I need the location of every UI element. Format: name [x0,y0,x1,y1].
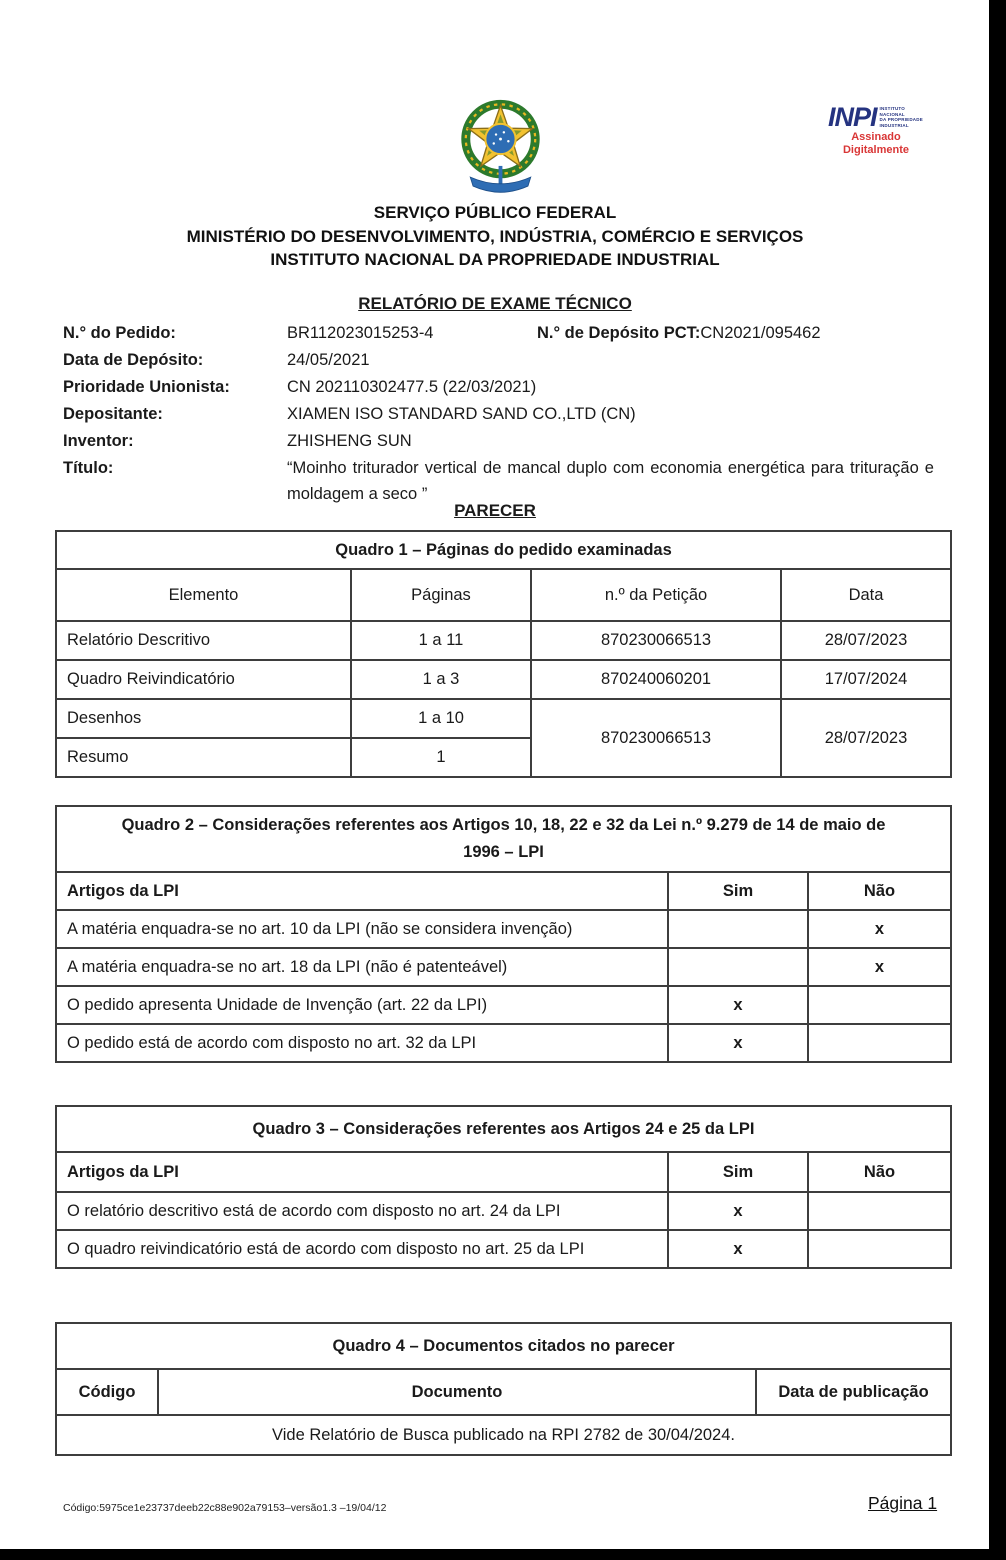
inpi-name-line: DA PROPRIEDADE [879,117,923,122]
inventor-label: Inventor: [63,432,134,450]
cell-elemento: Desenhos [56,699,351,738]
column-header-artigos: Artigos da LPI [56,872,668,910]
quadro1-title: Quadro 1 – Páginas do pedido examinadas [56,531,951,569]
quadro2 [55,805,952,1063]
quadro1-header-row [56,569,951,621]
quadro4-title: Quadro 4 – Documentos citados no parecer [56,1323,951,1369]
table-row [56,1230,951,1268]
column-header-sim: Sim [668,1152,808,1192]
cell-sim: x [668,1024,808,1062]
cell-data-merged: 28/07/2023 [781,699,951,777]
inpi-logo-name [880,106,923,128]
quadro3-header-row [56,1152,951,1192]
field-row-prioridade [63,374,943,401]
stamp-line: Digitalmente [842,144,909,156]
quadro1-table [55,530,952,778]
cell-artigo: A matéria enquadra-se no art. 10 da LPI (não se considera invenção) [56,910,668,948]
column-header-publicacao: Data de publicação [756,1369,951,1415]
cell-peticao: 870240060201 [531,660,781,699]
column-header-sim: Sim [668,872,808,910]
org-line-instituto: INSTITUTO NACIONAL DA PROPRIEDADE INDUSTRIAL [270,250,720,269]
table-row [56,1024,951,1062]
quadro1 [55,530,952,778]
quadro3-title: Quadro 3 – Considerações referentes aos Artigos 24 e 25 da LPI [56,1106,951,1152]
table-row [56,699,951,738]
table-row [56,621,951,660]
cell-nao [808,1192,951,1230]
cell-sim [668,948,808,986]
inpi-name-line: INSTITUTO [879,106,905,111]
table-row [56,948,951,986]
field-row-depositante [63,401,943,428]
cell-nao: x [808,910,951,948]
field-row-deposito [63,347,943,374]
cell-paginas: 1 a 11 [351,621,531,660]
cell-paginas: 1 a 3 [351,660,531,699]
quadro4-header-row [56,1369,951,1415]
pedido-label: N.° do Pedido: [63,324,176,342]
column-header-documento: Documento [158,1369,756,1415]
cell-data: 28/07/2023 [781,621,951,660]
brazil-coat-of-arms [433,92,568,204]
cell-peticao: 870230066513 [531,621,781,660]
column-header-nao: Não [808,1152,951,1192]
inpi-logo [828,104,958,157]
org-line-servico: SERVIÇO PÚBLICO FEDERAL [373,203,617,222]
cell-artigo: A matéria enquadra-se no art. 18 da LPI (não é patenteável) [56,948,668,986]
quadro2-title: Quadro 2 – Considerações referentes aos Artigos 10, 18, 22 e 32 da Lei n.º 9.279 de 14 de maio de 1996 – LPI [56,806,951,872]
cell-nao [808,986,951,1024]
cell-artigo: O pedido apresenta Unidade de Invenção (art. 22 da LPI) [56,986,668,1024]
scan-border-right [989,0,1006,1560]
prioridade-label: Prioridade Unionista: [63,378,230,396]
inpi-name-line: INDUSTRIAL [879,122,909,128]
report-title: RELATÓRIO DE EXAME TÉCNICO [358,294,632,313]
field-row-inventor [63,428,943,455]
stamp-line: Assinado [851,131,901,143]
deposito-label: Data de Depósito: [63,351,204,369]
brazil-coat-of-arms-icon [433,92,568,204]
cell-artigo: O relatório descritivo está de acordo com disposto no art. 24 da LPI [56,1192,668,1230]
field-row-titulo [63,455,943,507]
cell-sim [668,910,808,948]
digital-signature-stamp [828,131,924,157]
cell-elemento: Resumo [56,738,351,777]
bibliographic-fields [63,320,943,507]
inventor-value: ZHISHENG SUN [287,432,412,450]
cell-note: Vide Relatório de Busca publicado na RPI 2782 de 30/04/2024. [56,1415,951,1455]
parecer-heading: PARECER [454,501,536,520]
quadro2-header-row [56,872,951,910]
cell-paginas: 1 [351,738,531,777]
pedido-value: BR112023015253-4 [287,324,434,342]
quadro4-table [55,1322,952,1456]
column-header-data: Data [781,569,951,621]
cell-sim: x [668,1192,808,1230]
table-row [56,910,951,948]
prioridade-value: CN 202110302477.5 (22/03/2021) [287,378,537,396]
quadro3 [55,1105,952,1269]
cell-data: 17/07/2024 [781,660,951,699]
cell-artigo: O quadro reivindicatório está de acordo com disposto no art. 25 da LPI [56,1230,668,1268]
quadro4 [55,1322,952,1456]
column-header-nao: Não [808,872,951,910]
depositante-label: Depositante: [63,405,163,423]
field-row-pedido [63,320,943,347]
cell-paginas: 1 a 10 [351,699,531,738]
cell-peticao-merged: 870230066513 [531,699,781,777]
cell-sim: x [668,1230,808,1268]
quadro2-table [55,805,952,1063]
inpi-name-line: NACIONAL [879,111,905,117]
footer-page-number: Página 1 [868,1493,938,1513]
cell-sim: x [668,986,808,1024]
column-header-codigo: Código [56,1369,158,1415]
cell-nao: x [808,948,951,986]
org-line-ministerio: MINISTÉRIO DO DESENVOLVIMENTO, INDÚSTRIA, COMÉRCIO E SERVIÇOS [186,226,804,246]
column-header-artigos: Artigos da LPI [56,1152,668,1192]
cell-artigo: O pedido está de acordo com disposto no art. 32 da LPI [56,1024,668,1062]
column-header-elemento: Elemento [56,569,351,621]
cell-nao [808,1024,951,1062]
scan-border-bottom [0,1549,1006,1560]
titulo-label: Título: [63,459,114,477]
quadro3-table [55,1105,952,1269]
pct-value: CN2021/095462 [700,324,821,342]
org-header [0,201,990,272]
column-header-paginas: Páginas [351,569,531,621]
pct-label: N.° de Depósito PCT: [537,324,701,342]
table-row [56,660,951,699]
inpi-logo-acronym: INPI [828,102,877,132]
cell-elemento: Relatório Descritivo [56,621,351,660]
cell-elemento: Quadro Reivindicatório [56,660,351,699]
footer-document-code: Código:5975ce1e23737deeb22c88e902a79153–versão1.3 –19/04/12 [63,1502,387,1514]
column-header-peticao: n.º da Petição [531,569,781,621]
table-row [56,986,951,1024]
table-row [56,1192,951,1230]
titulo-value: “Moinho triturador vertical de mancal duplo com economia energética para trituração e moldagem a seco ” [287,459,934,503]
table-row [56,1415,951,1455]
cell-nao [808,1230,951,1268]
depositante-value: XIAMEN ISO STANDARD SAND CO.,LTD (CN) [287,405,636,423]
deposito-value: 24/05/2021 [287,351,370,369]
